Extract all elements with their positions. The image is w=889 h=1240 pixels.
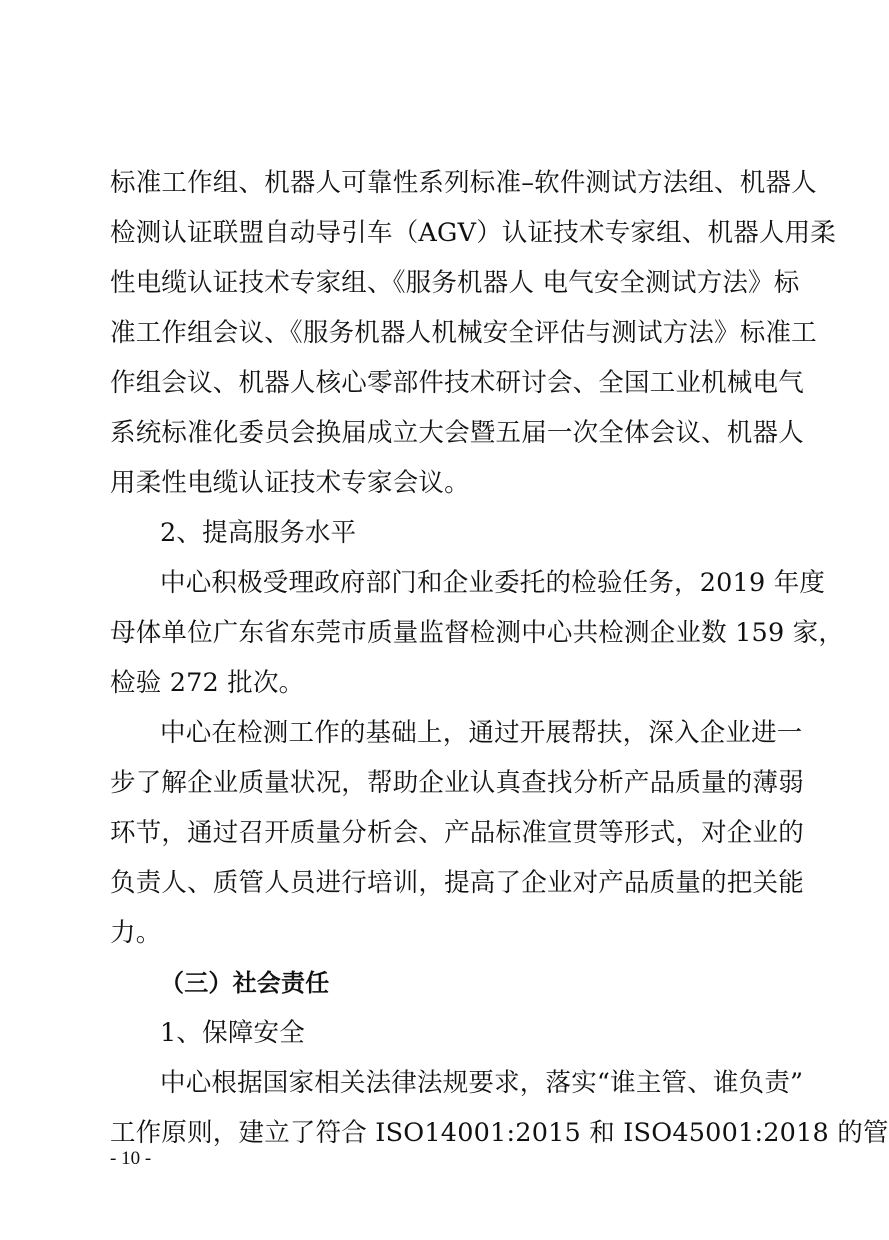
paragraph-line: 中心在检测工作的基础上，通过开展帮扶，深入企业进一 xyxy=(160,718,803,748)
paragraph-line: 系统标准化委员会换届成立大会暨五届一次全体会议、机器人 xyxy=(110,418,804,448)
paragraph-line: 负责人、质管人员进行培训，提高了企业对产品质量的把关能 xyxy=(110,868,804,898)
paragraph-line: 环节，通过召开质量分析会、产品标准宣贯等形式，对企业的 xyxy=(110,818,804,848)
paragraph-line: 检验 272 批次。 xyxy=(110,668,305,698)
subsection-heading: 1、保障安全 xyxy=(160,1018,305,1048)
section-heading: （三）社会责任 xyxy=(160,969,330,997)
paragraph-line: 步了解企业质量状况，帮助企业认真查找分析产品质量的薄弱 xyxy=(110,768,804,798)
page-number: - 10 - xyxy=(110,1148,152,1169)
paragraph-line: 准工作组会议、《服务机器人机械安全评估与测试方法》标准工 xyxy=(110,318,817,348)
paragraph-line: 作组会议、机器人核心零部件技术研讨会、全国工业机械电气 xyxy=(110,368,804,398)
paragraph-line: 力。 xyxy=(110,918,162,948)
subsection-heading: 2、提高服务水平 xyxy=(160,518,357,548)
paragraph-line: 中心积极受理政府部门和企业委托的检验任务，2019 年度 xyxy=(160,568,826,598)
paragraph-line: 性电缆认证技术专家组、《服务机器人 电气安全测试方法》标 xyxy=(110,268,800,298)
paragraph-line: 母体单位广东省东莞市质量监督检测中心共检测企业数 159 家， xyxy=(110,618,845,648)
paragraph-line: 用柔性电缆认证技术专家会议。 xyxy=(110,468,470,498)
paragraph-line: 检测认证联盟自动导引车（AGV）认证技术专家组、机器人用柔 xyxy=(110,218,837,248)
paragraph-line: 工作原则，建立了符合 ISO14001:2015 和 ISO45001:2018 的管 xyxy=(110,1118,889,1148)
paragraph-line: 中心根据国家相关法律法规要求，落实“谁主管、谁负责” xyxy=(160,1068,804,1098)
paragraph-line: 标准工作组、机器人可靠性系列标准–软件测试方法组、机器人 xyxy=(110,168,817,198)
